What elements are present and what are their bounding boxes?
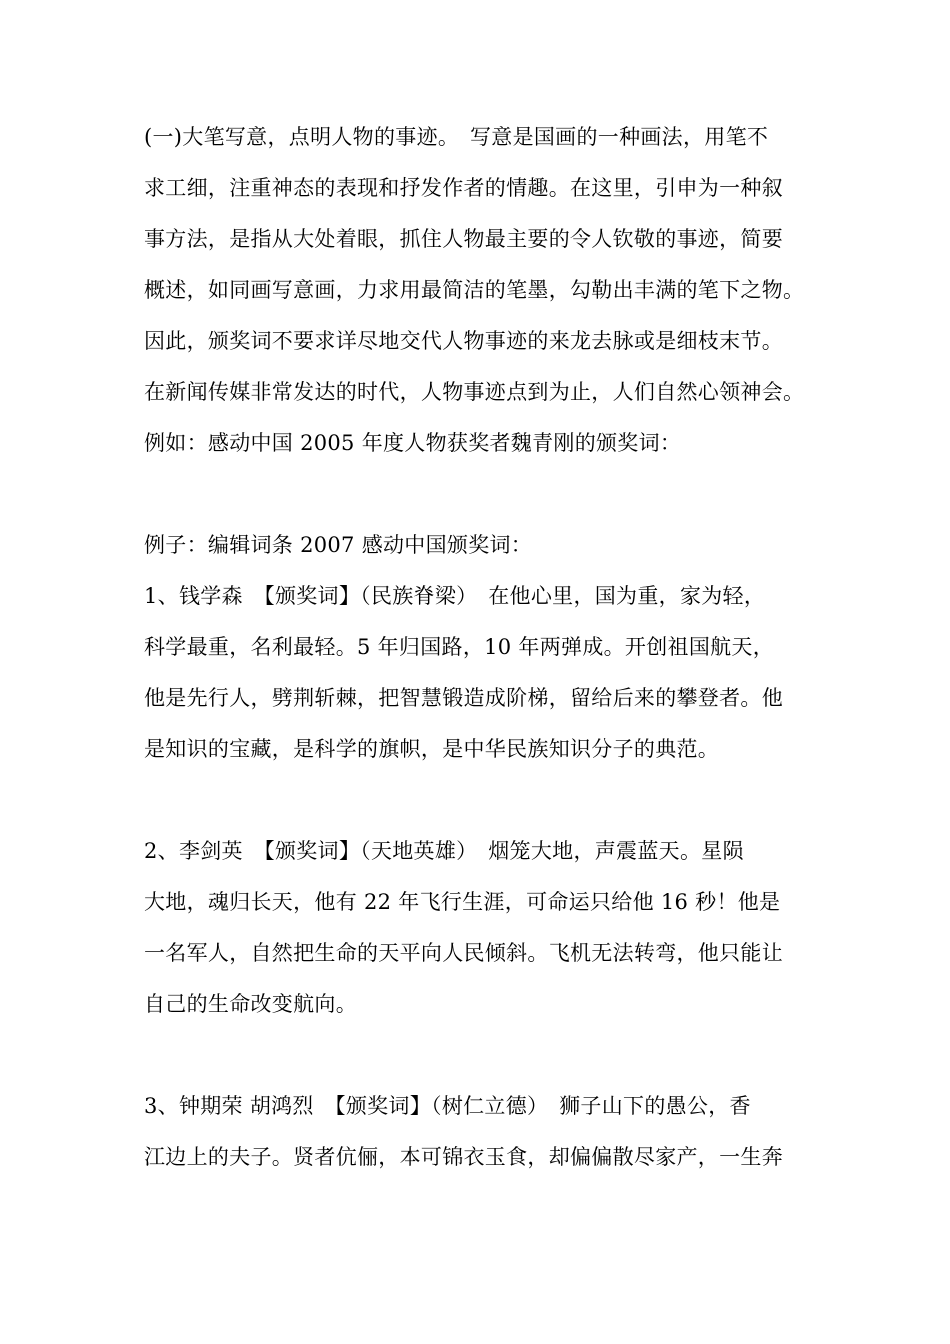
text-line: 1、钱学森 【颁奖词】（民族脊梁） 在他心里，国为重，家为轻， xyxy=(144,584,766,608)
text-line: 求工细，注重神态的表现和抒发作者的情趣。在这里，引申为一种叙 xyxy=(144,176,783,200)
text-line: 是知识的宝藏，是科学的旗帜，是中华民族知识分子的典范。 xyxy=(144,737,720,761)
paragraph-qian-xuesen xyxy=(144,526,810,781)
paragraph-zhong-hu xyxy=(144,1087,810,1189)
text-line: 他是先行人，劈荆斩棘，把智慧锻造成阶梯，留给后来的攀登者。他 xyxy=(144,686,783,710)
text-line: 自己的生命改变航向。 xyxy=(144,992,357,1016)
text-line: 例如：感动中国 2005 年度人物获奖者魏青刚的颁奖词： xyxy=(144,431,682,455)
paragraph-xieyi-intro xyxy=(144,118,810,475)
text-line: 概述，如同画写意画，力求用最简洁的笔墨，勾勒出丰满的笔下之物。 xyxy=(144,278,805,302)
paragraph-li-jianying xyxy=(144,832,810,1036)
text-line: 科学最重，名利最轻。5 年归国路，10 年两弹成。开创祖国航天， xyxy=(144,635,775,659)
text-line: 2、李剑英 【颁奖词】（天地英雄） 烟笼大地，声震蓝天。星陨 xyxy=(144,839,744,863)
text-line: 3、钟期荣 胡鸿烈 【颁奖词】（树仁立德） 狮子山下的愚公，香 xyxy=(144,1094,751,1118)
text-line: 一名军人，自然把生命的天平向人民倾斜。飞机无法转弯，他只能让 xyxy=(144,941,783,965)
paragraph-spacer xyxy=(144,781,810,832)
text-line: 大地，魂归长天，他有 22 年飞行生涯，可命运只给他 16 秒！他是 xyxy=(144,890,781,914)
text-line: 因此，颁奖词不要求详尽地交代人物事迹的来龙去脉或是细枝末节。 xyxy=(144,329,783,353)
text-line: (一)大笔写意，点明人物的事迹。 写意是国画的一种画法，用笔不 xyxy=(144,125,769,149)
text-line: 江边上的夫子。贤者伉俪，本可锦衣玉食，却偏偏散尽家产，一生奔 xyxy=(144,1145,783,1169)
text-line: 事方法，是指从大处着眼，抓住人物最主要的令人钦敬的事迹，简要 xyxy=(144,227,783,251)
paragraph-spacer xyxy=(144,1036,810,1087)
text-line: 在新闻传媒非常发达的时代，人物事迹点到为止，人们自然心领神会。 xyxy=(144,380,805,404)
text-line: 例子：编辑词条 2007 感动中国颁奖词： xyxy=(144,533,533,557)
paragraph-spacer xyxy=(144,475,810,526)
document-body xyxy=(144,118,810,1189)
